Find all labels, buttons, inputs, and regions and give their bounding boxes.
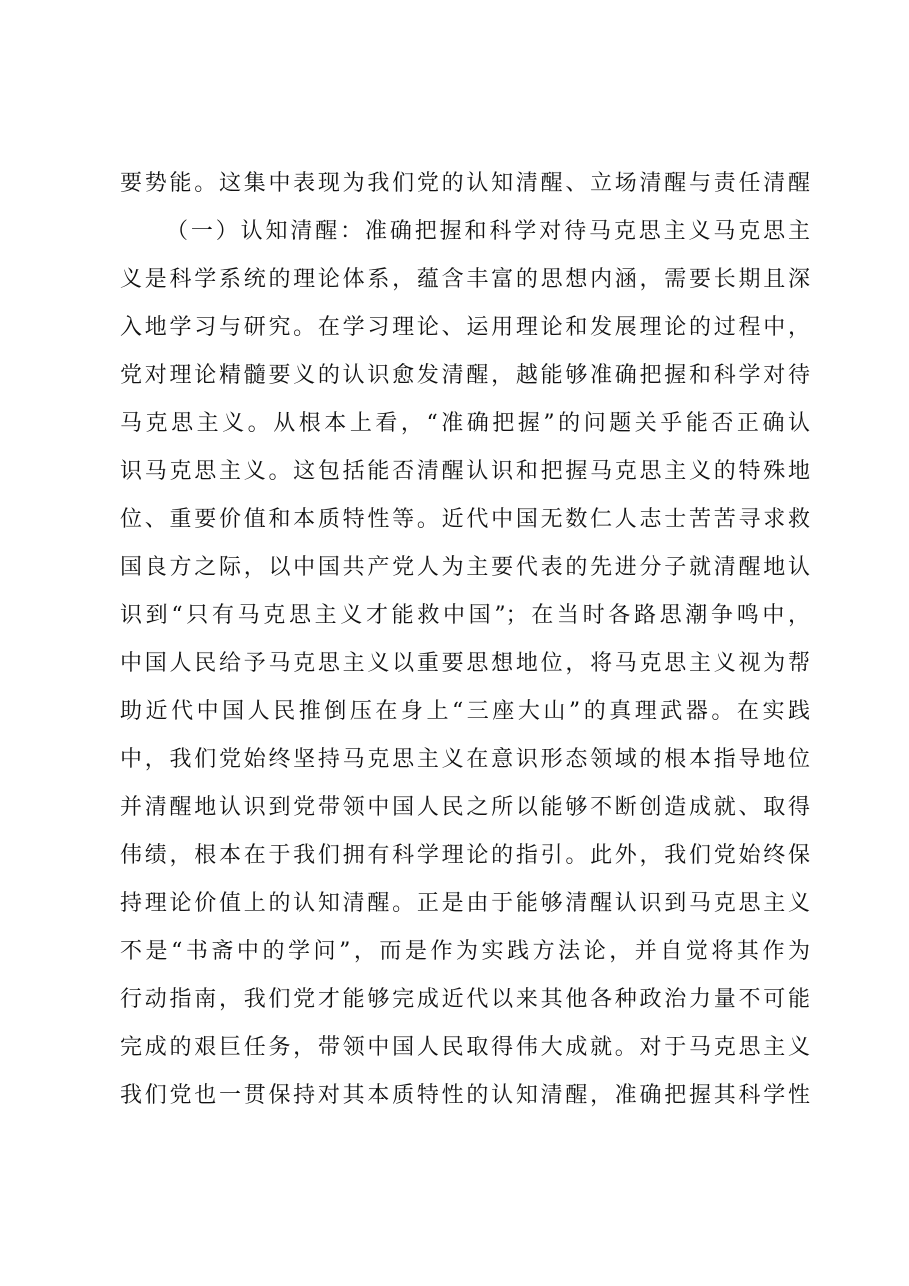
text-line: 识到“只有马克思主义才能救中国”；在当时各路思潮争鸣中， [120,603,810,628]
text-line: 中国人民给予马克思主义以重要思想地位，将马克思主义视为帮 [120,651,810,676]
text-line: 行动指南，我们党才能够完成近代以来其他各种政治力量不可能 [120,987,810,1012]
text-line: 完成的艰巨任务，带领中国人民取得伟大成就。对于马克思主义 [120,1035,810,1060]
text-line: 我们党也一贯保持对其本质特性的认知清醒，准确把握其科学性 [120,1083,810,1108]
text-line: 入地学习与研究。在学习理论、运用理论和发展理论的过程中， [120,315,810,340]
text-line: 持理论价值上的认知清醒。正是由于能够清醒认识到马克思主义 [120,891,810,916]
text-line: 并清醒地认识到党带领中国人民之所以能够不断创造成就、取得 [120,795,810,820]
text-line: 马克思主义。从根本上看，“准确把握”的问题关乎能否正确认 [120,411,810,436]
section-heading-line: （一）认知清醒：准确把握和科学对待马克思主义马克思主 [166,219,810,244]
text-line: 要势能。这集中表现为我们党的认知清醒、立场清醒与责任清醒 [120,171,810,196]
text-line: 中，我们党始终坚持马克思主义在意识形态领域的根本指导地位 [120,747,810,772]
text-line: 义是科学系统的理论体系，蕴含丰富的思想内涵，需要长期且深 [120,267,810,292]
text-line: 助近代中国人民推倒压在身上“三座大山”的真理武器。在实践 [120,699,810,724]
text-line: 党对理论精髓要义的认识愈发清醒，越能够准确把握和科学对待 [120,363,810,388]
text-line: 不是“书斋中的学问”，而是作为实践方法论，并自觉将其作为 [120,939,810,964]
text-line: 伟绩，根本在于我们拥有科学理论的指引。此外，我们党始终保 [120,843,810,868]
text-line: 识马克思主义。这包括能否清醒认识和把握马克思主义的特殊地 [120,459,810,484]
text-line: 位、重要价值和本质特性等。近代中国无数仁人志士苦苦寻求救 [120,507,810,532]
text-line: 国良方之际，以中国共产党人为主要代表的先进分子就清醒地认 [120,555,810,580]
